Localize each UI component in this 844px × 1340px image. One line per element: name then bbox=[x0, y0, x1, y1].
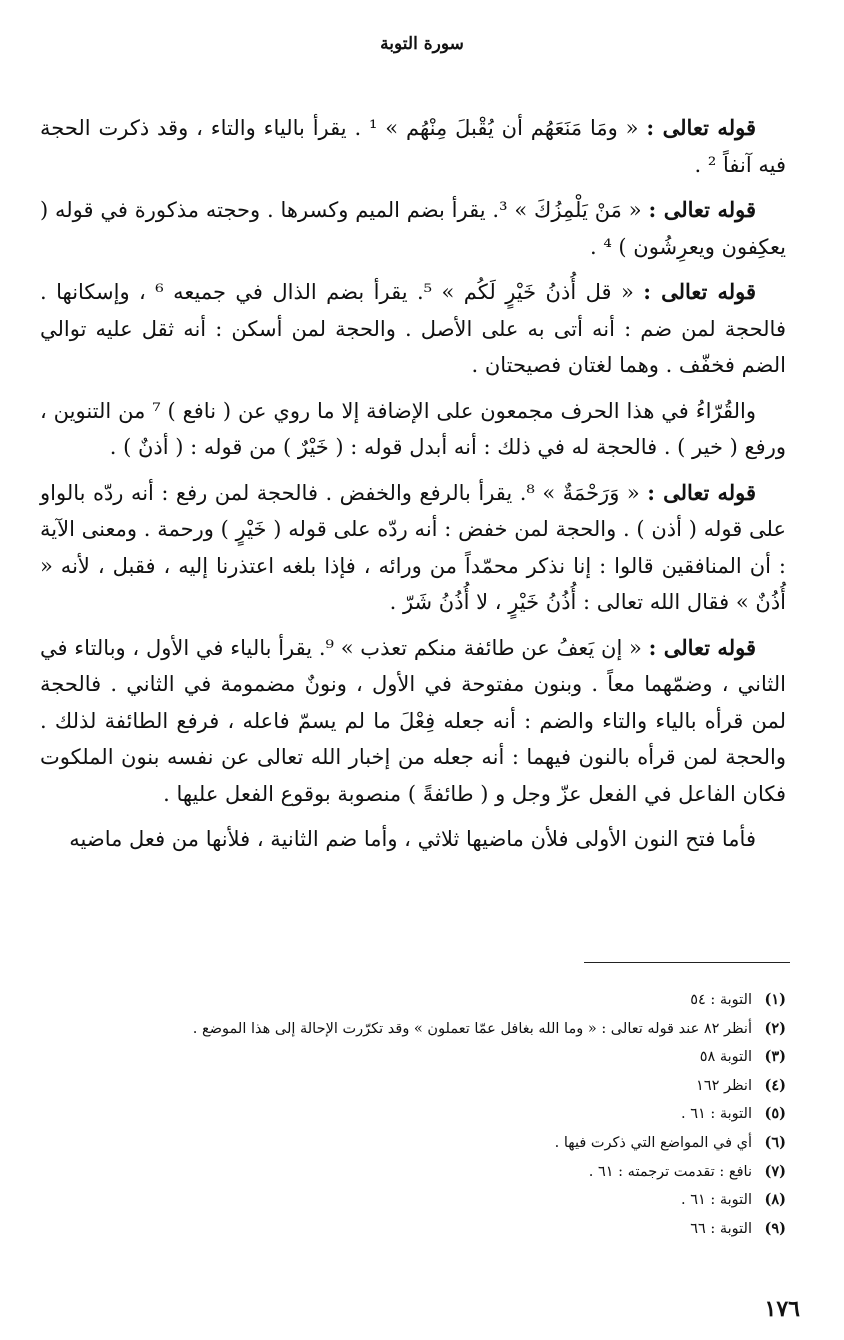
paragraph bbox=[40, 110, 786, 183]
paragraph-lead: قوله تعالى : bbox=[648, 634, 756, 660]
footnote-number: (٦) bbox=[764, 1133, 786, 1151]
paragraph-text: « ومَا مَنَعَهُم أن يُقْبلَ مِنْهُم » ¹ . يقرأ بالياء والتاء ، وقد ذكرت الحجة فيه آنفاً ² . bbox=[40, 116, 786, 177]
running-head: سورة التوبة bbox=[380, 34, 464, 54]
paragraph-text: والقُرّاءُ في هذا الحرف مجمعون على الإضافة إلا ما روي عن ( نافع ) ⁷ من التنوين ، ورفع ( خير ) . فالحجة له في ذلك : أنه أبدل قوله : ( خَيْرٌ ) من قوله : ( أذنٌ ) . bbox=[40, 398, 786, 459]
footnote-text: نافع : تقدمت ترجمته : ٦١ . bbox=[588, 1163, 752, 1180]
footnote-number: (٣) bbox=[764, 1048, 786, 1066]
footnote-text: التوبة : ٦٦ bbox=[690, 1220, 752, 1237]
footnote bbox=[66, 1043, 786, 1072]
paragraph bbox=[40, 630, 786, 813]
footnote-number: (٢) bbox=[764, 1019, 786, 1037]
paragraph-lead: قوله تعالى : bbox=[643, 279, 756, 304]
paragraph-text: « قل أُذنُ خَيْرٍ لَكُم » ⁵. يقرأ بضم الذال في جميعه ⁶ ، وإسكانها . فالحجة لمن ضم : أنه أتى به على الأصل . والحجة لمن أسكن : أنه ثقل عليه توالي الضم فخفّف . وهما لغتان فصيحتان . bbox=[40, 280, 786, 377]
paragraph-lead: قوله تعالى : bbox=[646, 115, 756, 140]
footnote-number: (٧) bbox=[764, 1162, 786, 1180]
paragraph bbox=[40, 475, 786, 621]
footnotes bbox=[66, 986, 786, 1243]
footnote-text: التوبة : ٦١ . bbox=[680, 1192, 752, 1209]
paragraph-text: فأما فتح النون الأولى فلأن ماضيها ثلاثي ، وأما ضم الثانية ، فلأنها من فعل ماضيه bbox=[69, 827, 756, 851]
footnote bbox=[66, 1100, 786, 1129]
footnote bbox=[66, 1186, 786, 1215]
paragraph bbox=[40, 192, 786, 265]
footnote-number: (٤) bbox=[764, 1076, 786, 1094]
footnote-text: أنظر ٨٢ عند قوله تعالى : « وما الله بغافل عمّا تعملون » وقد تكرّرت الإحالة إلى هذا الموضع . bbox=[192, 1020, 752, 1037]
paragraph-lead: قوله تعالى : bbox=[647, 479, 757, 505]
footnote-divider bbox=[584, 962, 790, 963]
footnote-text: أي في المواضع التي ذكرت فيها . bbox=[554, 1134, 752, 1151]
paragraph-text: « وَرَحْمَةٌ » ⁸. يقرأ بالرفع والخفض . فالحجة لمن رفع : أنه ردّه بالواو على قوله ( أذن ) . والحجة لمن خفض : أنه ردّه على قوله ( خَيْرٍ ) ورحمة . ومعنى الآية : أن المنافقين قالوا : إنا نذكر محمّداً من ورائه ، فإذا بلغه اعتذرنا إليه ، فقبل ، لأنه « أُذُنٌ » فقال الله تعالى : أُذُنُ خَيْرٍ ، لا أُذُنُ شَرّ . bbox=[40, 480, 786, 614]
footnote bbox=[66, 986, 786, 1015]
paragraph-text: « مَنْ يَلْمِزُكَ » ³. يقرأ بضم الميم وكسرها . وحجته مذكورة في قوله ( يعكِفون ويعرِشُون ) ⁴ . bbox=[40, 198, 786, 259]
paragraph-text: « إن يَعفُ عن طائفة منكم تعذب » ⁹. يقرأ بالياء في الأول ، وبالتاء في الثاني ، وضمّهما معاً . وبنون مفتوحة في الأول ، ونونٌ مضمومة في الثاني . فالحجة لمن قرأه بالياء والتاء والضم : أنه جعله فِعْلَ ما لم يسمّ فاعله ، فرفع الطائفة لذلك . والحجة لمن قرأه بالنون فيهما : أنه جعله من إخبار الله تعالى عن نفسه بنون الملكوت فكان الفاعل في الفعل عزّ وجل و ( طائفةً ) منصوبة بوقوع الفعل عليها . bbox=[40, 635, 786, 806]
paragraph bbox=[40, 821, 786, 858]
paragraph bbox=[40, 274, 786, 384]
footnote-text: التوبة : ٦١ . bbox=[680, 1106, 752, 1123]
footnote-number: (١) bbox=[764, 991, 786, 1008]
footnote-number: (٥) bbox=[764, 1105, 786, 1123]
paragraph-lead: قوله تعالى : bbox=[648, 197, 756, 222]
footnote-number: (٩) bbox=[764, 1219, 786, 1237]
footnote-text: التوبة ٥٨ bbox=[699, 1049, 752, 1066]
page-number: ١٧٦ bbox=[764, 1296, 800, 1322]
footnote bbox=[66, 1158, 786, 1187]
footnote-number: (٨) bbox=[764, 1191, 786, 1209]
main-text bbox=[40, 110, 786, 867]
footnote bbox=[66, 1015, 786, 1044]
paragraph bbox=[40, 393, 786, 466]
footnote-text: انظر ١٦٢ bbox=[696, 1077, 752, 1094]
footnote-text: التوبة : ٥٤ bbox=[690, 992, 752, 1008]
footnote bbox=[66, 1129, 786, 1158]
footnote bbox=[66, 1072, 786, 1101]
footnote bbox=[66, 1215, 786, 1244]
